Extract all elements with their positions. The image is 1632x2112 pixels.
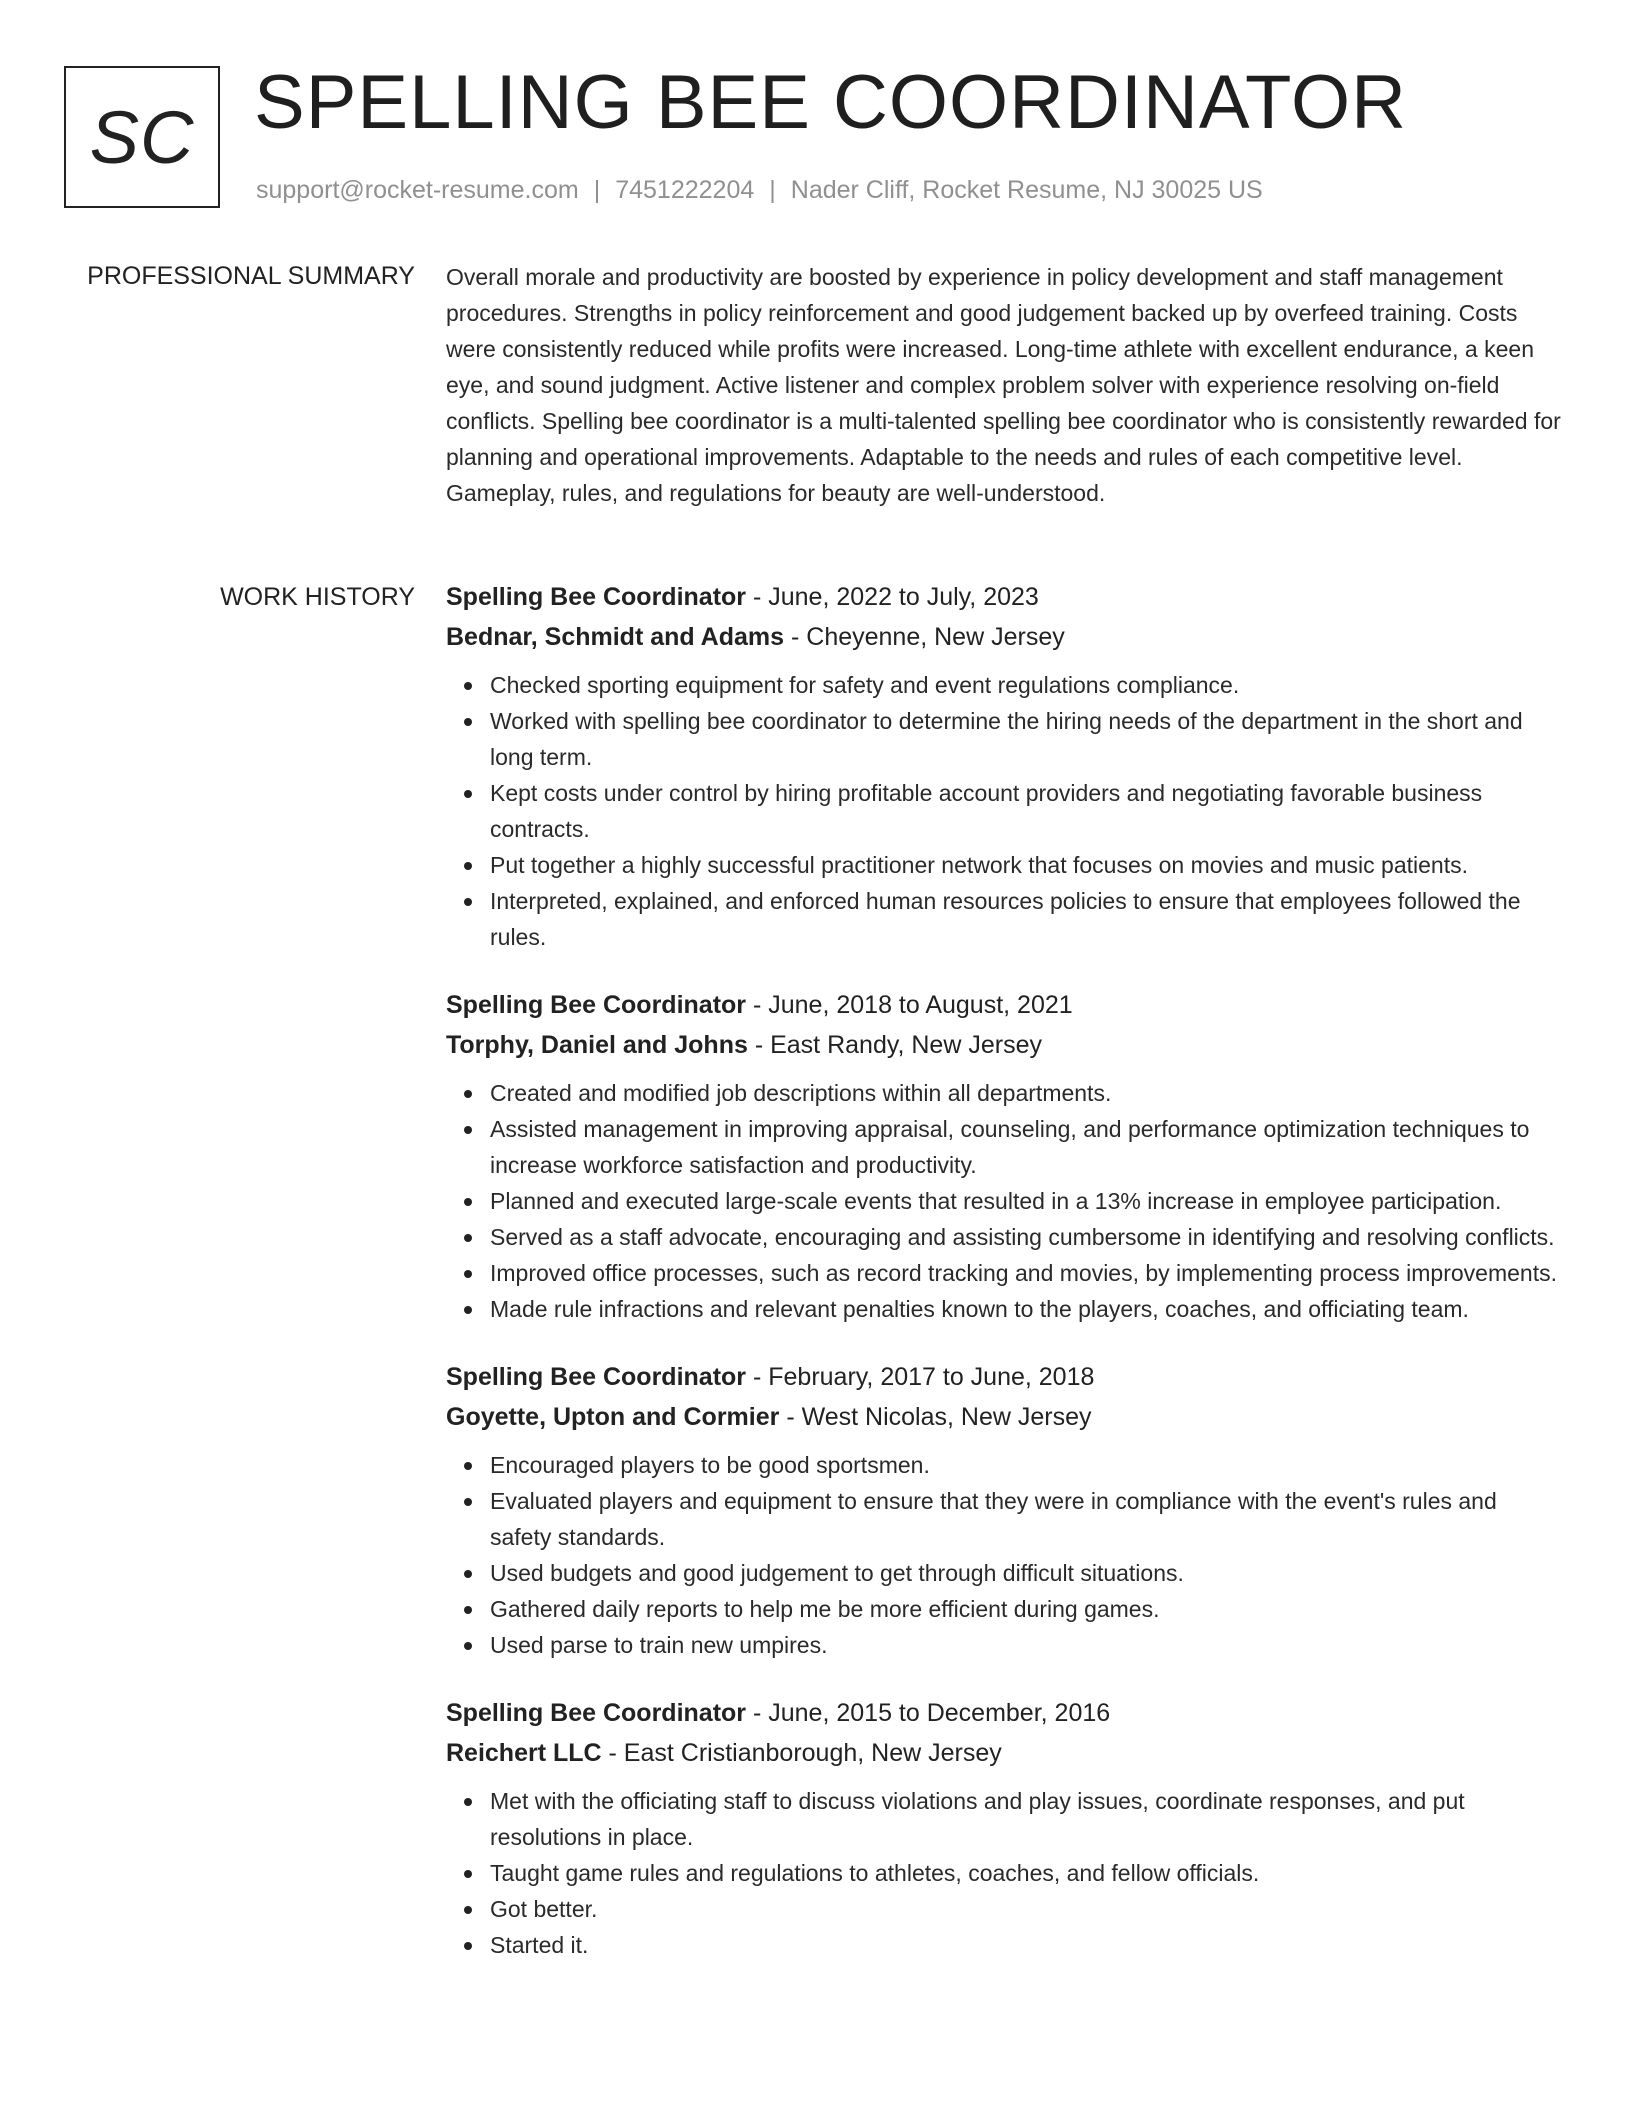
- job-bullet: Improved office processes, such as record tracking and movies, by implementing process improvements.: [490, 1255, 1564, 1291]
- job-title: Spelling Bee Coordinator: [446, 1363, 747, 1391]
- section-label-summary: PROFESSIONAL SUMMARY: [87, 262, 415, 290]
- job-company: Goyette, Upton and Cormier: [446, 1403, 780, 1431]
- job-bullet: Taught game rules and regulations to athletes, coaches, and fellow officials.: [490, 1855, 1564, 1891]
- job-entry: [446, 985, 1564, 1327]
- job-entry: [446, 1357, 1564, 1663]
- job-bullet: Assisted management in improving appraisal, counseling, and performance optimization techniques to increase workforce satisfaction and productivity.: [490, 1111, 1564, 1183]
- resume-name-heading: SPELLING BEE COORDINATOR: [254, 60, 1408, 145]
- contact-email[interactable]: support@rocket-resume.com: [256, 176, 579, 204]
- contact-separator: |: [593, 176, 601, 204]
- job-bullet: Encouraged players to be good sportsmen.: [490, 1447, 1564, 1483]
- job-bullet: Met with the officiating staff to discuss violations and play issues, coordinate responses, and put resolutions in place.: [490, 1783, 1564, 1855]
- summary-body: [446, 259, 1564, 511]
- job-bullet: Evaluated players and equipment to ensure that they were in compliance with the event's rules and safety standards.: [490, 1483, 1564, 1555]
- job-bullets: [446, 667, 1564, 955]
- job-company-line: [446, 1397, 1564, 1437]
- job-title-line: [446, 1357, 1564, 1397]
- work-history-list: [446, 577, 1564, 1993]
- job-bullet: Put together a highly successful practitioner network that focuses on movies and music patients.: [490, 847, 1564, 883]
- job-dates: - February, 2017 to June, 2018: [746, 1363, 1095, 1391]
- job-bullet: Used parse to train new umpires.: [490, 1627, 1564, 1663]
- job-bullet: Planned and executed large-scale events that resulted in a 13% increase in employee participation.: [490, 1183, 1564, 1219]
- job-bullets: [446, 1783, 1564, 1963]
- job-dates: - June, 2018 to August, 2021: [746, 991, 1073, 1019]
- contact-address: Nader Cliff, Rocket Resume, NJ 30025 US: [790, 176, 1263, 204]
- job-entry: [446, 577, 1564, 955]
- job-location: - Cheyenne, New Jersey: [784, 623, 1065, 651]
- job-location: - East Randy, New Jersey: [747, 1031, 1042, 1059]
- job-bullet: Served as a staff advocate, encouraging and assisting cumbersome in identifying and resolving conflicts.: [490, 1219, 1564, 1255]
- job-bullet: Interpreted, explained, and enforced human resources policies to ensure that employees followed the rules.: [490, 883, 1564, 955]
- job-bullet: Started it.: [490, 1927, 1564, 1963]
- job-title: Spelling Bee Coordinator: [446, 1699, 747, 1727]
- job-bullets: [446, 1075, 1564, 1327]
- job-company-line: [446, 617, 1564, 657]
- job-dates: - June, 2022 to July, 2023: [746, 583, 1039, 611]
- job-location: - East Cristianborough, New Jersey: [601, 1739, 1002, 1767]
- job-company: Torphy, Daniel and Johns: [446, 1031, 748, 1059]
- job-company: Bednar, Schmidt and Adams: [446, 623, 785, 651]
- job-title-line: [446, 577, 1564, 617]
- job-bullet: Gathered daily reports to help me be more efficient during games.: [490, 1591, 1564, 1627]
- job-company: Reichert LLC: [446, 1739, 602, 1767]
- job-dates: - June, 2015 to December, 2016: [746, 1699, 1111, 1727]
- job-bullet: Kept costs under control by hiring profitable account providers and negotiating favorable business contracts.: [490, 775, 1564, 847]
- job-title: Spelling Bee Coordinator: [446, 991, 747, 1019]
- job-title: Spelling Bee Coordinator: [446, 583, 747, 611]
- contact-phone[interactable]: 7451222204: [615, 176, 755, 204]
- section-label-work-history: WORK HISTORY: [220, 583, 415, 611]
- job-bullet: Made rule infractions and relevant penalties known to the players, coaches, and officiating team.: [490, 1291, 1564, 1327]
- summary-text: Overall morale and productivity are boosted by experience in policy development and staff management procedures. Strengths in policy reinforcement and good judgement backed up by overfeed training. Costs were consistently reduced while profits were increased. Long-time athlete with excellent endurance, a keen eye, and sound judgment. Active listener and complex problem solver with experience resolving on-field conflicts. Spelling bee coordinator is a multi-talented spelling bee coordinator who is consistently rewarded for planning and operational improvements. Adaptable to the needs and rules of each competitive level. Gameplay, rules, and regulations for beauty are well-understood.: [446, 264, 1561, 506]
- job-title-line: [446, 985, 1564, 1025]
- job-bullet: Checked sporting equipment for safety and event regulations compliance.: [490, 667, 1564, 703]
- job-bullet: Worked with spelling bee coordinator to determine the hiring needs of the department in the short and long term.: [490, 703, 1564, 775]
- contact-line: [256, 174, 1263, 206]
- job-location: - West Nicolas, New Jersey: [779, 1403, 1092, 1431]
- monogram-box: [64, 66, 220, 208]
- contact-separator: |: [769, 176, 776, 204]
- job-company-line: [446, 1025, 1564, 1065]
- job-bullet: Got better.: [490, 1891, 1564, 1927]
- job-title-line: [446, 1693, 1564, 1733]
- job-bullets: [446, 1447, 1564, 1663]
- job-bullet: Used budgets and good judgement to get through difficult situations.: [490, 1555, 1564, 1591]
- job-bullet: Created and modified job descriptions within all departments.: [490, 1075, 1564, 1111]
- job-entry: [446, 1693, 1564, 1963]
- job-company-line: [446, 1733, 1564, 1773]
- monogram-initials: SC: [89, 95, 195, 179]
